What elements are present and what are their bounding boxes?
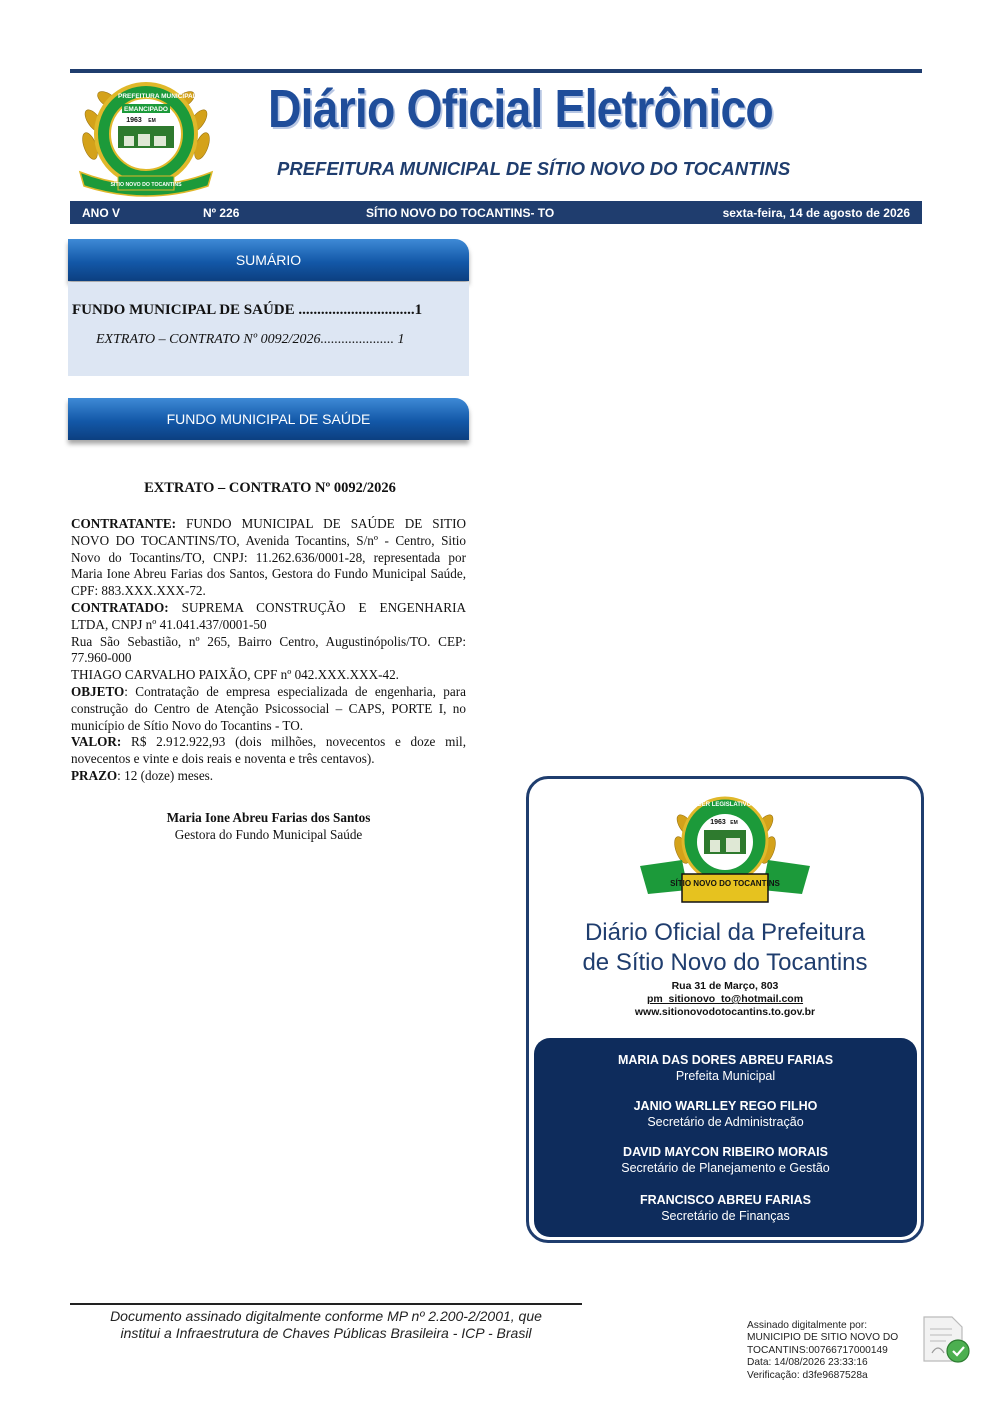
masthead-subtitle: PREFEITURA MUNICIPAL DE SÍTIO NOVO DO TOCANTINS — [277, 158, 791, 179]
paragraph-prazo — [71, 768, 466, 785]
paragraph-representante — [71, 667, 466, 684]
text-endereco: Rua São Sebastião, nº 265, Bairro Centro, Augustinópolis/TO. CEP: 77.960-000 — [71, 633, 466, 666]
signature-stamp-line: Assinado digitalmente por: — [747, 1320, 868, 1331]
section-heading-tab — [68, 398, 469, 440]
footer-rule — [70, 1303, 582, 1305]
official-role: Secretário de Planejamento e Gestão — [621, 1161, 830, 1175]
seal-town: SÍTIO NOVO DO TOCANTINS — [110, 182, 182, 188]
seal-em: EM — [148, 118, 156, 124]
table-of-contents — [68, 282, 469, 376]
paragraph-valor — [71, 734, 466, 768]
official-role: Secretário de Administração — [647, 1115, 804, 1129]
legislative-seal-logo — [640, 790, 810, 908]
text-representante: THIAGO CARVALHO PAIXÃO, CPF nº 042.XXX.XXX-42. — [71, 667, 399, 683]
footer-line2: institui a Infraestrutura de Chaves Públicas Brasileira - ICP - Brasil — [120, 1325, 532, 1341]
official-entry — [534, 1144, 917, 1176]
edition-info-bar — [70, 201, 922, 224]
edition-year: ANO V — [82, 206, 121, 220]
label-valor: VALOR: — [71, 734, 122, 750]
paragraph-endereco — [71, 634, 466, 668]
official-entry — [534, 1052, 917, 1084]
signature-name: Maria Ione Abreu Farias dos Santos — [166, 810, 371, 825]
document-title: EXTRATO – CONTRATO Nº 0092/2026 — [144, 480, 396, 496]
paragraph-contratado — [71, 600, 466, 634]
signature-block — [71, 810, 466, 843]
signature-stamp-line: Data: 14/08/2026 23:33:16 — [747, 1357, 868, 1369]
officials-box — [534, 1038, 917, 1237]
paragraph-contratante — [71, 516, 466, 600]
footer-line1: Documento assinado digitalmente conforme MP nº 2.200-2/2001, que — [110, 1308, 542, 1324]
seal-ring-text: PREFEITURA MUNICIPAL DE — [118, 93, 208, 100]
signature-role: Gestora do Fundo Municipal Saúde — [174, 826, 363, 842]
text-contratado: SUPREMA CONSTRUÇÃO E ENGENHARIA LTDA, CNPJ nº 41.041.437/0001-50 — [71, 599, 466, 632]
panel-logo-ring-text: PODER LEGISLATIVO DE — [688, 802, 762, 808]
paragraph-objeto — [71, 684, 466, 734]
label-prazo: PRAZO — [71, 767, 118, 783]
seal-emancipado: EMANCIPADO — [124, 106, 168, 113]
text-contratante: FUNDO MUNICIPAL DE SAÚDE DE SITIO NOVO DO TOCANTINS/TO, Avenida Tocantins, S/nº - Centro, Sitio Novo do Tocantins/TO, CNPJ: 11.262.636/0001-28, representada por Maria Ione Abreu Farias dos Santos, Gestora do Fundo Municipal Saúde, CPF: 883.XXX.XXX-72. — [71, 516, 466, 599]
panel-logo-banner: SÍTIO NOVO DO TOCANTINS — [670, 879, 780, 888]
section-heading: FUNDO MUNICIPAL DE SAÚDE — [166, 411, 371, 427]
label-contratante: CONTRATANTE: — [71, 516, 177, 531]
text-valor: R$ 2.912.922,93 (dois milhões, novecentos e doze mil, novecentos e vinte e dois reais e noventa e três centavos). — [71, 734, 466, 767]
edition-number: Nº 226 — [203, 206, 240, 220]
text-objeto: : Contratação de empresa especializada de engenharia, para construção do Centro de Atenção Psicossocial – CAPS, PORTE I, no município de Sítio Novo do Tocantins - TO. — [71, 683, 466, 733]
contract-extract-body — [71, 516, 466, 785]
verified-certificate-icon — [918, 1313, 972, 1367]
panel-title — [526, 918, 924, 978]
panel-contact — [526, 980, 924, 1019]
official-role: Secretário de Finanças — [661, 1209, 790, 1223]
official-name: FRANCISCO ABREU FARIAS — [639, 1193, 812, 1207]
label-contratado: CONTRATADO: — [71, 599, 169, 615]
official-name: JANIO WARLLEY REGO FILHO — [633, 1099, 818, 1113]
signature-stamp-line: TOCANTINS:00766717000149 — [747, 1344, 888, 1356]
municipal-seal-logo — [72, 76, 220, 200]
sumario-heading-tab — [68, 239, 469, 281]
signature-stamp-line: Verificação: d3fe9687528a — [747, 1369, 868, 1381]
panel-address: Rua 31 de Março, 803 — [671, 980, 779, 992]
digital-signature-stamp — [747, 1320, 922, 1382]
masthead-title: Diário Oficial Eletrônico — [268, 79, 773, 139]
label-objeto: OBJETO — [71, 683, 125, 699]
edition-date: sexta-feira, 14 de agosto de 2026 — [722, 206, 910, 220]
official-entry — [534, 1192, 917, 1224]
panel-email-link[interactable]: pm_sitionovo_to@hotmail.com — [646, 993, 804, 1005]
panel-website-link[interactable]: www.sitionovodotocantins.to.gov.br — [634, 1006, 816, 1018]
official-role: Prefeita Municipal — [675, 1069, 776, 1083]
toc-entry[interactable]: FUNDO MUNICIPAL DE SAÚDE ...............................1 — [72, 302, 423, 318]
official-entry — [534, 1098, 917, 1130]
signature-stamp-line: MUNICIPIO DE SITIO NOVO DO — [747, 1332, 899, 1344]
footer-legal-note — [70, 1308, 582, 1342]
panel-title-line2: de Sítio Novo do Tocantins — [582, 949, 868, 976]
top-rule — [70, 69, 922, 73]
toc-subentry[interactable]: EXTRATO – CONTRATO Nº 0092/2026..................... 1 — [96, 332, 405, 347]
edition-place: SÍTIO NOVO DO TOCANTINS- TO — [366, 206, 555, 220]
text-prazo: : 12 (doze) meses. — [117, 767, 214, 783]
official-name: DAVID MAYCON RIBEIRO MORAIS — [623, 1145, 828, 1159]
panel-logo-year: 1963 — [710, 819, 726, 826]
sumario-heading: SUMÁRIO — [235, 252, 302, 268]
official-name: MARIA DAS DORES ABREU FARIAS — [617, 1053, 834, 1067]
panel-logo-em: EM — [730, 820, 738, 826]
seal-year: 1963 — [126, 117, 142, 124]
panel-title-line1: Diário Oficial da Prefeitura — [584, 919, 866, 946]
